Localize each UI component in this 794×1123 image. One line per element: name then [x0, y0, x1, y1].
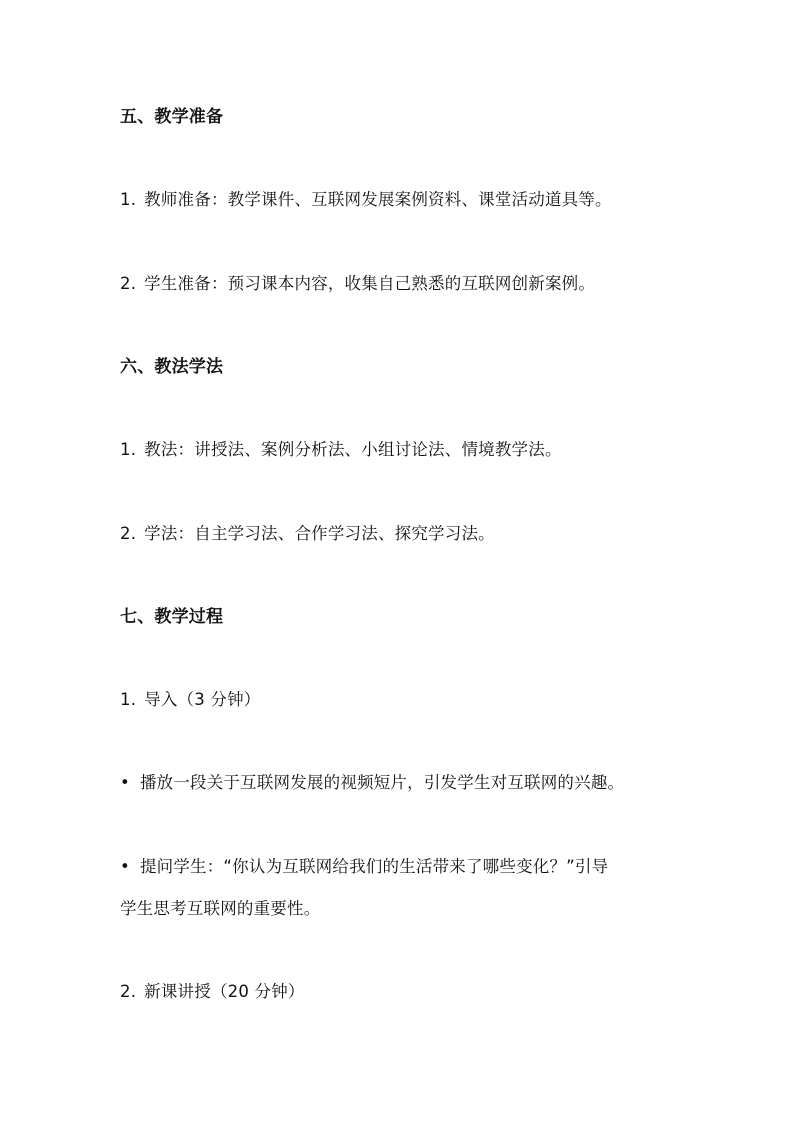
bullet-item: [120, 771, 700, 795]
list-item: [120, 980, 700, 1004]
section-heading-methods: 六、教法学法: [120, 357, 224, 377]
list-item: [120, 688, 700, 712]
list-text: 新课讲授（20 分钟）: [144, 982, 305, 1001]
list-text: 学生准备：预习课本内容，收集自己熟悉的互联网创新案例。: [144, 274, 596, 293]
list-item: [120, 272, 700, 296]
list-number: 1.: [120, 690, 137, 709]
list-text: 导入（3 分钟）: [144, 690, 261, 709]
list-item: [120, 188, 700, 212]
list-item: [120, 522, 700, 546]
list-text: 学法：自主学习法、合作学习法、探究学习法。: [144, 524, 495, 543]
bullet-icon: •: [120, 857, 130, 876]
section-heading-process: 七、教学过程: [120, 607, 224, 627]
section-heading-preparation: 五、教学准备: [120, 107, 224, 127]
list-text: 教师准备：教学课件、互联网发展案例资料、课堂活动道具等。: [144, 190, 612, 209]
list-number: 2.: [120, 274, 137, 293]
bullet-text: 提问学生：“你认为互联网给我们的生活带来了哪些变化？”引导: [139, 857, 609, 876]
list-number: 1.: [120, 190, 137, 209]
list-number: 2.: [120, 524, 137, 543]
bullet-text: 播放一段关于互联网发展的视频短片，引发学生对互联网的兴趣。: [139, 773, 625, 792]
list-number: 1.: [120, 440, 137, 459]
bullet-item: [120, 855, 700, 879]
bullet-icon: •: [120, 773, 130, 792]
list-item: [120, 438, 700, 462]
list-number: 2.: [120, 982, 137, 1001]
bullet-continuation: 学生思考互联网的重要性。: [120, 899, 321, 918]
list-text: 教法：讲授法、案例分析法、小组讨论法、情境教学法。: [144, 440, 562, 459]
